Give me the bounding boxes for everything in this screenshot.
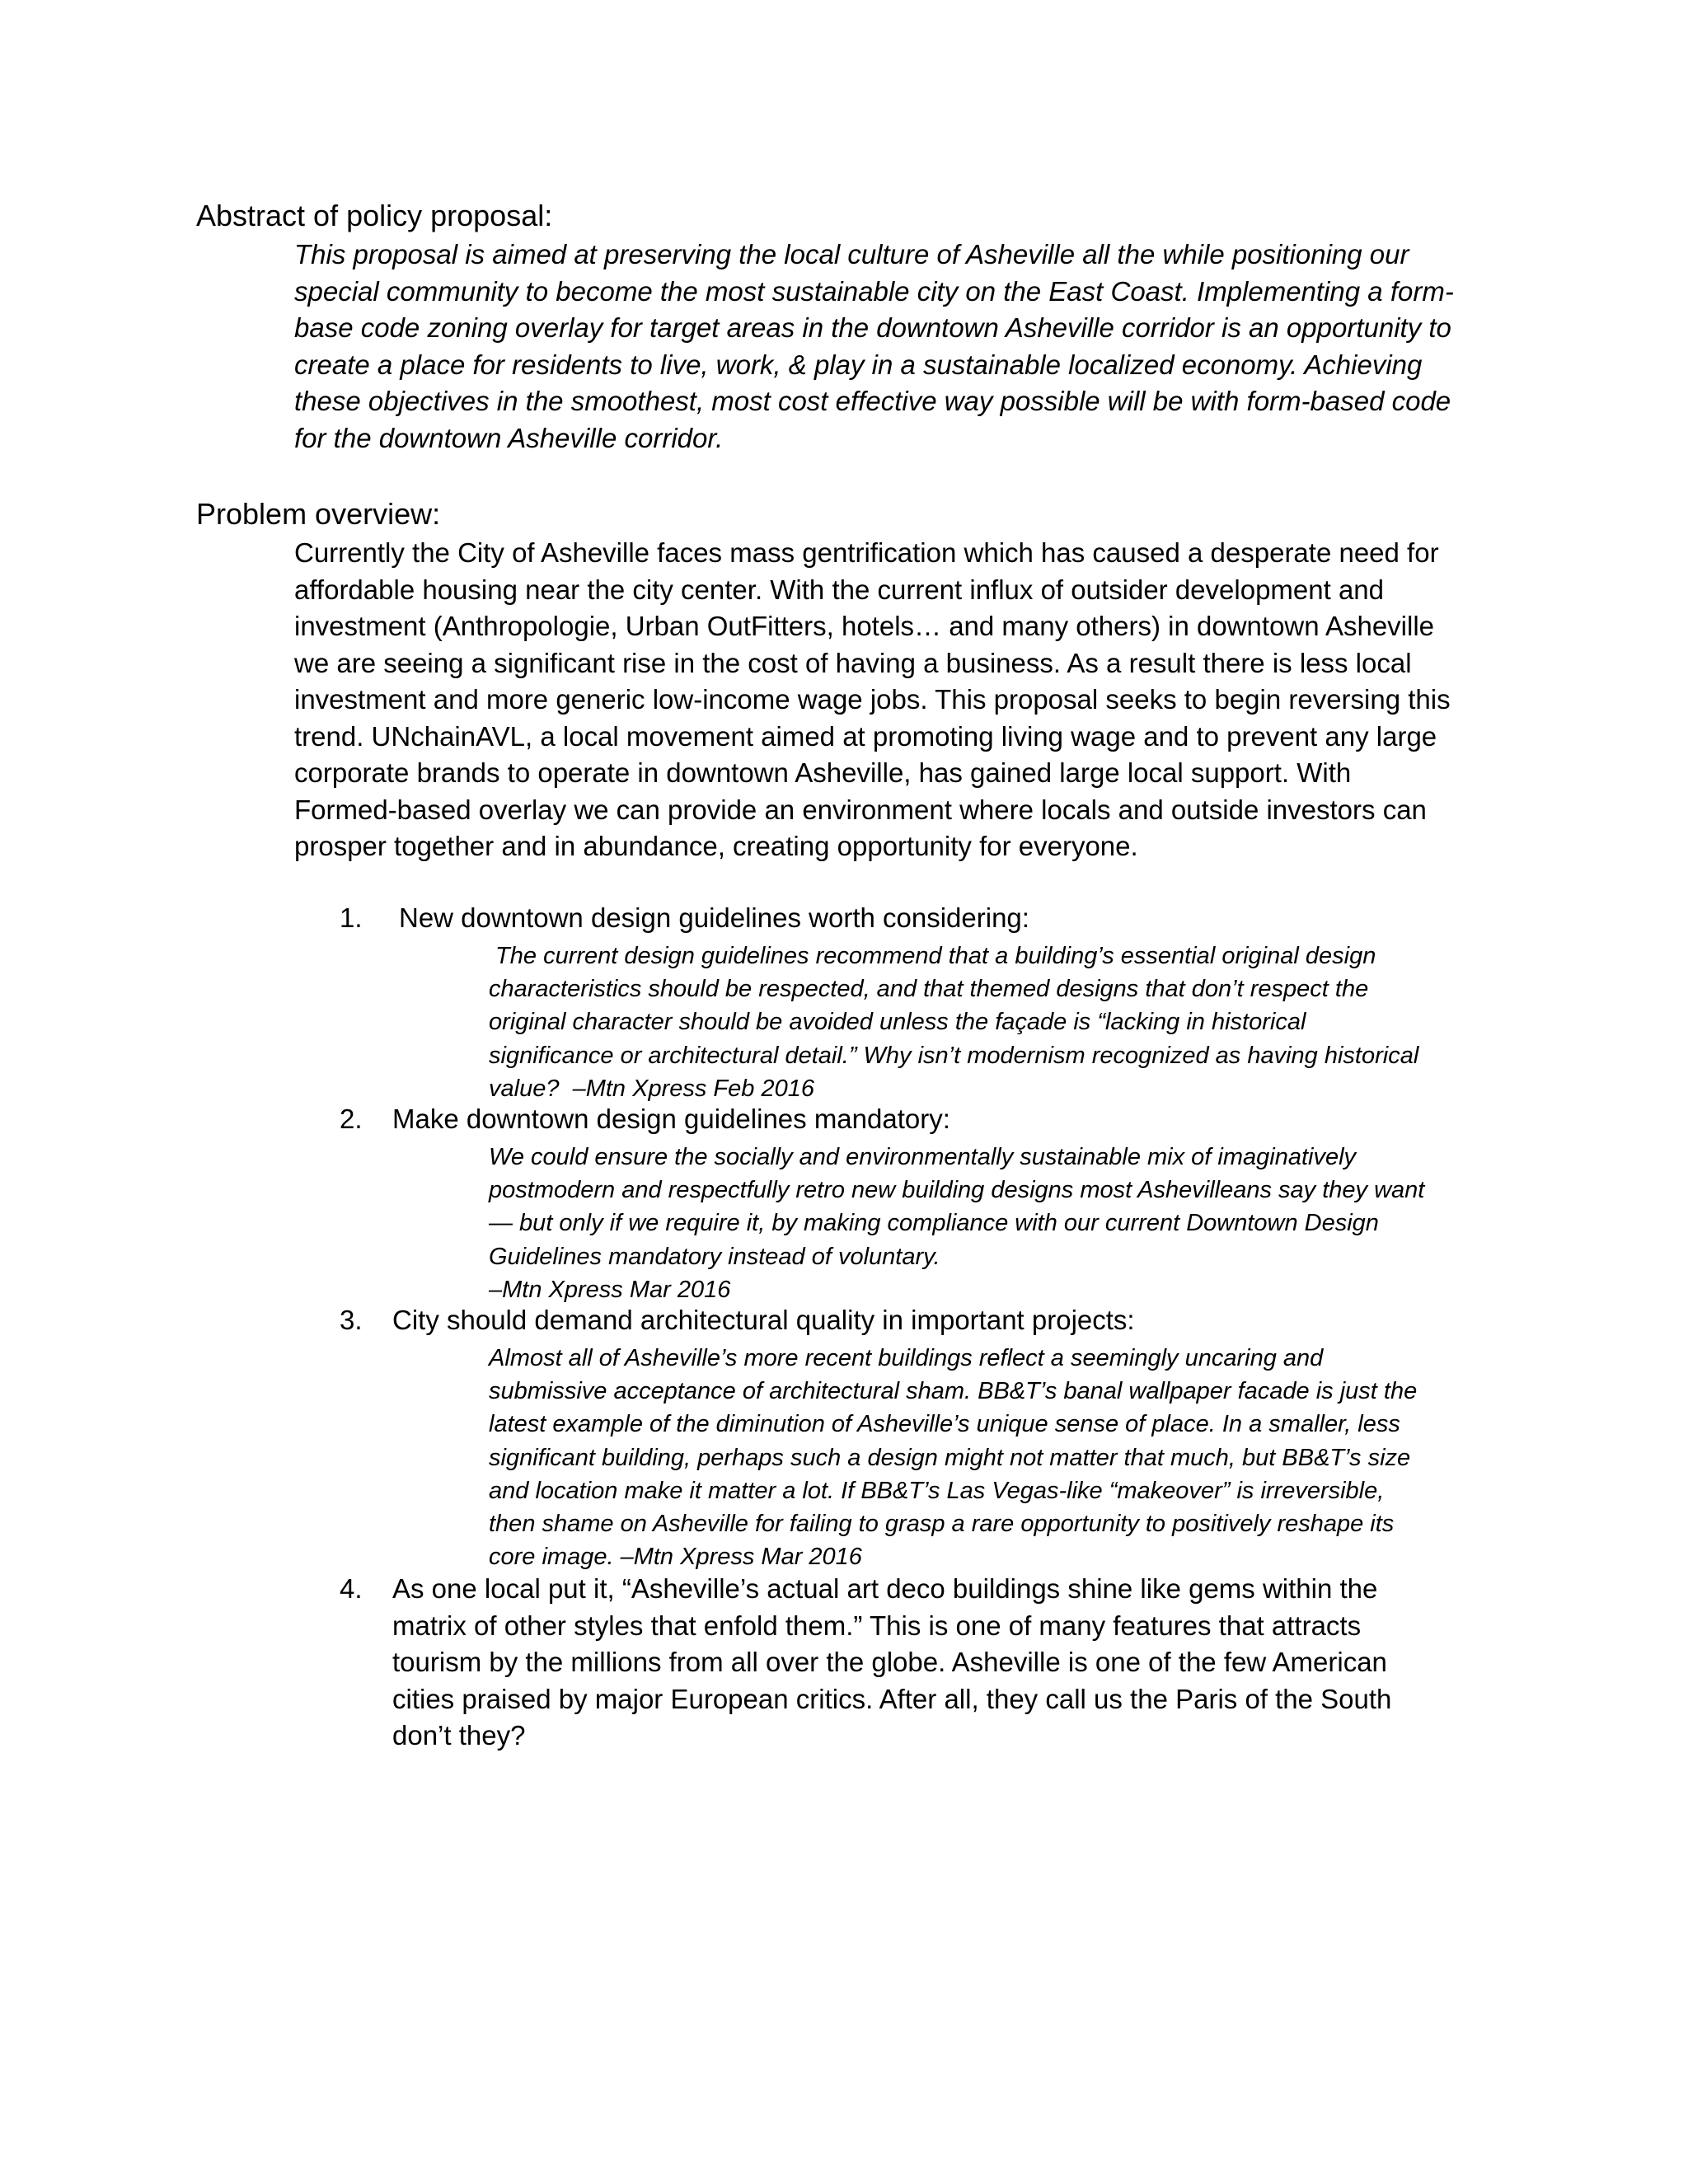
- quote-line: The current design guidelines recommend that a building’s essential original design: [489, 943, 1376, 969]
- list-number: 1.: [340, 902, 363, 933]
- problem-heading: Problem overview:: [196, 497, 441, 531]
- item-text-line: cities praised by major European critics. After all, they call us the Paris of the South: [392, 1683, 1392, 1714]
- abstract-heading: Abstract of policy proposal:: [196, 199, 553, 232]
- quote-line: postmodern and respectfully retro new building designs most Ashevilleans say they want: [489, 1177, 1425, 1204]
- item-text-line: As one local put it, “Asheville’s actual art deco buildings shine like gems within the: [392, 1573, 1378, 1604]
- quote-line: significant building, perhaps such a design might not matter that much, but BB&T’s size: [489, 1444, 1411, 1471]
- list-item-title: New downtown design guidelines worth considering:: [399, 902, 1029, 933]
- quote-line: then shame on Asheville for failing to grasp a rare opportunity to positively reshape its: [489, 1511, 1395, 1538]
- quote-line: and location make it matter a lot. If BB&T’s Las Vegas-like “makeover” is irreversible,: [489, 1477, 1385, 1504]
- abstract-line: special community to become the most sustainable city on the East Coast. Implementing a form-: [294, 275, 1454, 307]
- quote-line: — but only if we require it, by making compliance with our current Downtown Design: [489, 1210, 1379, 1237]
- quote-line: core image. –Mtn Xpress Mar 2016: [489, 1544, 862, 1571]
- list-item-quote: [489, 1342, 1503, 1573]
- quote-line: original character should be avoided unless the façade is “lacking in historical: [489, 1009, 1306, 1036]
- list-number: 2.: [340, 1104, 363, 1134]
- problem-body: [294, 535, 1481, 865]
- list-number: 4.: [340, 1573, 363, 1604]
- abstract-line: for the downtown Asheville corridor.: [294, 422, 724, 453]
- problem-line: prosper together and in abundance, creating opportunity for everyone.: [294, 831, 1138, 861]
- quote-line: Almost all of Asheville’s more recent buildings reflect a seemingly uncaring and: [489, 1345, 1324, 1371]
- quote-line: We could ensure the socially and environmentally sustainable mix of imaginatively: [489, 1144, 1357, 1170]
- item-text-line: don’t they?: [392, 1720, 526, 1750]
- problem-line: trend. UNchainAVL, a local movement aimed at promoting living wage and to prevent any large: [294, 720, 1437, 752]
- quote-line: significance or architectural detail.” Why isn’t modernism recognized as having historical: [489, 1042, 1419, 1069]
- problem-line: investment (Anthropologie, Urban OutFitters, hotels… and many others) in downtown Asheville: [294, 611, 1435, 641]
- list-item-title: City should demand architectural quality in important projects:: [392, 1305, 1135, 1335]
- list-item-quote: [489, 940, 1503, 1105]
- quote-line: latest example of the diminution of Asheville’s unique sense of place. In a smaller, less: [489, 1411, 1400, 1438]
- problem-line: affordable housing near the city center. With the current influx of outsider development and: [294, 574, 1385, 605]
- item-text-line: tourism by the millions from all over the globe. Asheville is one of the few American: [392, 1647, 1387, 1677]
- quote-line: characteristics should be respected, and that themed designs that don’t respect the: [489, 976, 1369, 1003]
- item-text-line: matrix of other styles that enfold them.” This is one of many features that attracts: [392, 1610, 1362, 1641]
- quote-line: Guidelines mandatory instead of voluntary.: [489, 1243, 940, 1270]
- list-item-quote: [489, 1141, 1503, 1306]
- quote-line: value? –Mtn Xpress Feb 2016: [489, 1075, 814, 1102]
- problem-line: Currently the City of Asheville faces mass gentrification which has caused a desperate need for: [294, 537, 1439, 568]
- list-item-title: Make downtown design guidelines mandatory:: [392, 1104, 950, 1134]
- list-number: 3.: [340, 1305, 363, 1335]
- quote-line: submissive acceptance of architectural sham. BB&T’s banal wallpaper facade is just the: [489, 1378, 1418, 1405]
- problem-line: investment and more generic low-income wage jobs. This proposal seeks to begin reversing this: [294, 684, 1451, 715]
- abstract-body: [294, 237, 1481, 457]
- abstract-line: This proposal is aimed at preserving the local culture of Asheville all the while positioning our: [294, 239, 1409, 269]
- quote-line: –Mtn Xpress Mar 2016: [489, 1276, 731, 1303]
- problem-line: Formed-based overlay we can provide an environment where locals and outside investors can: [294, 794, 1427, 825]
- list-item-text: [392, 1571, 1431, 1755]
- problem-line: corporate brands to operate in downtown Asheville, has gained large local support. With: [294, 757, 1352, 788]
- abstract-line: these objectives in the smoothest, most cost effective way possible will be with form-based code: [294, 386, 1451, 416]
- abstract-line: base code zoning overlay for target areas in the downtown Asheville corridor is an opportunity to: [294, 312, 1451, 343]
- problem-line: we are seeing a significant rise in the cost of having a business. As a result there is less local: [294, 647, 1412, 678]
- abstract-line: create a place for residents to live, work, & play in a sustainable localized economy. Achieving: [294, 349, 1423, 380]
